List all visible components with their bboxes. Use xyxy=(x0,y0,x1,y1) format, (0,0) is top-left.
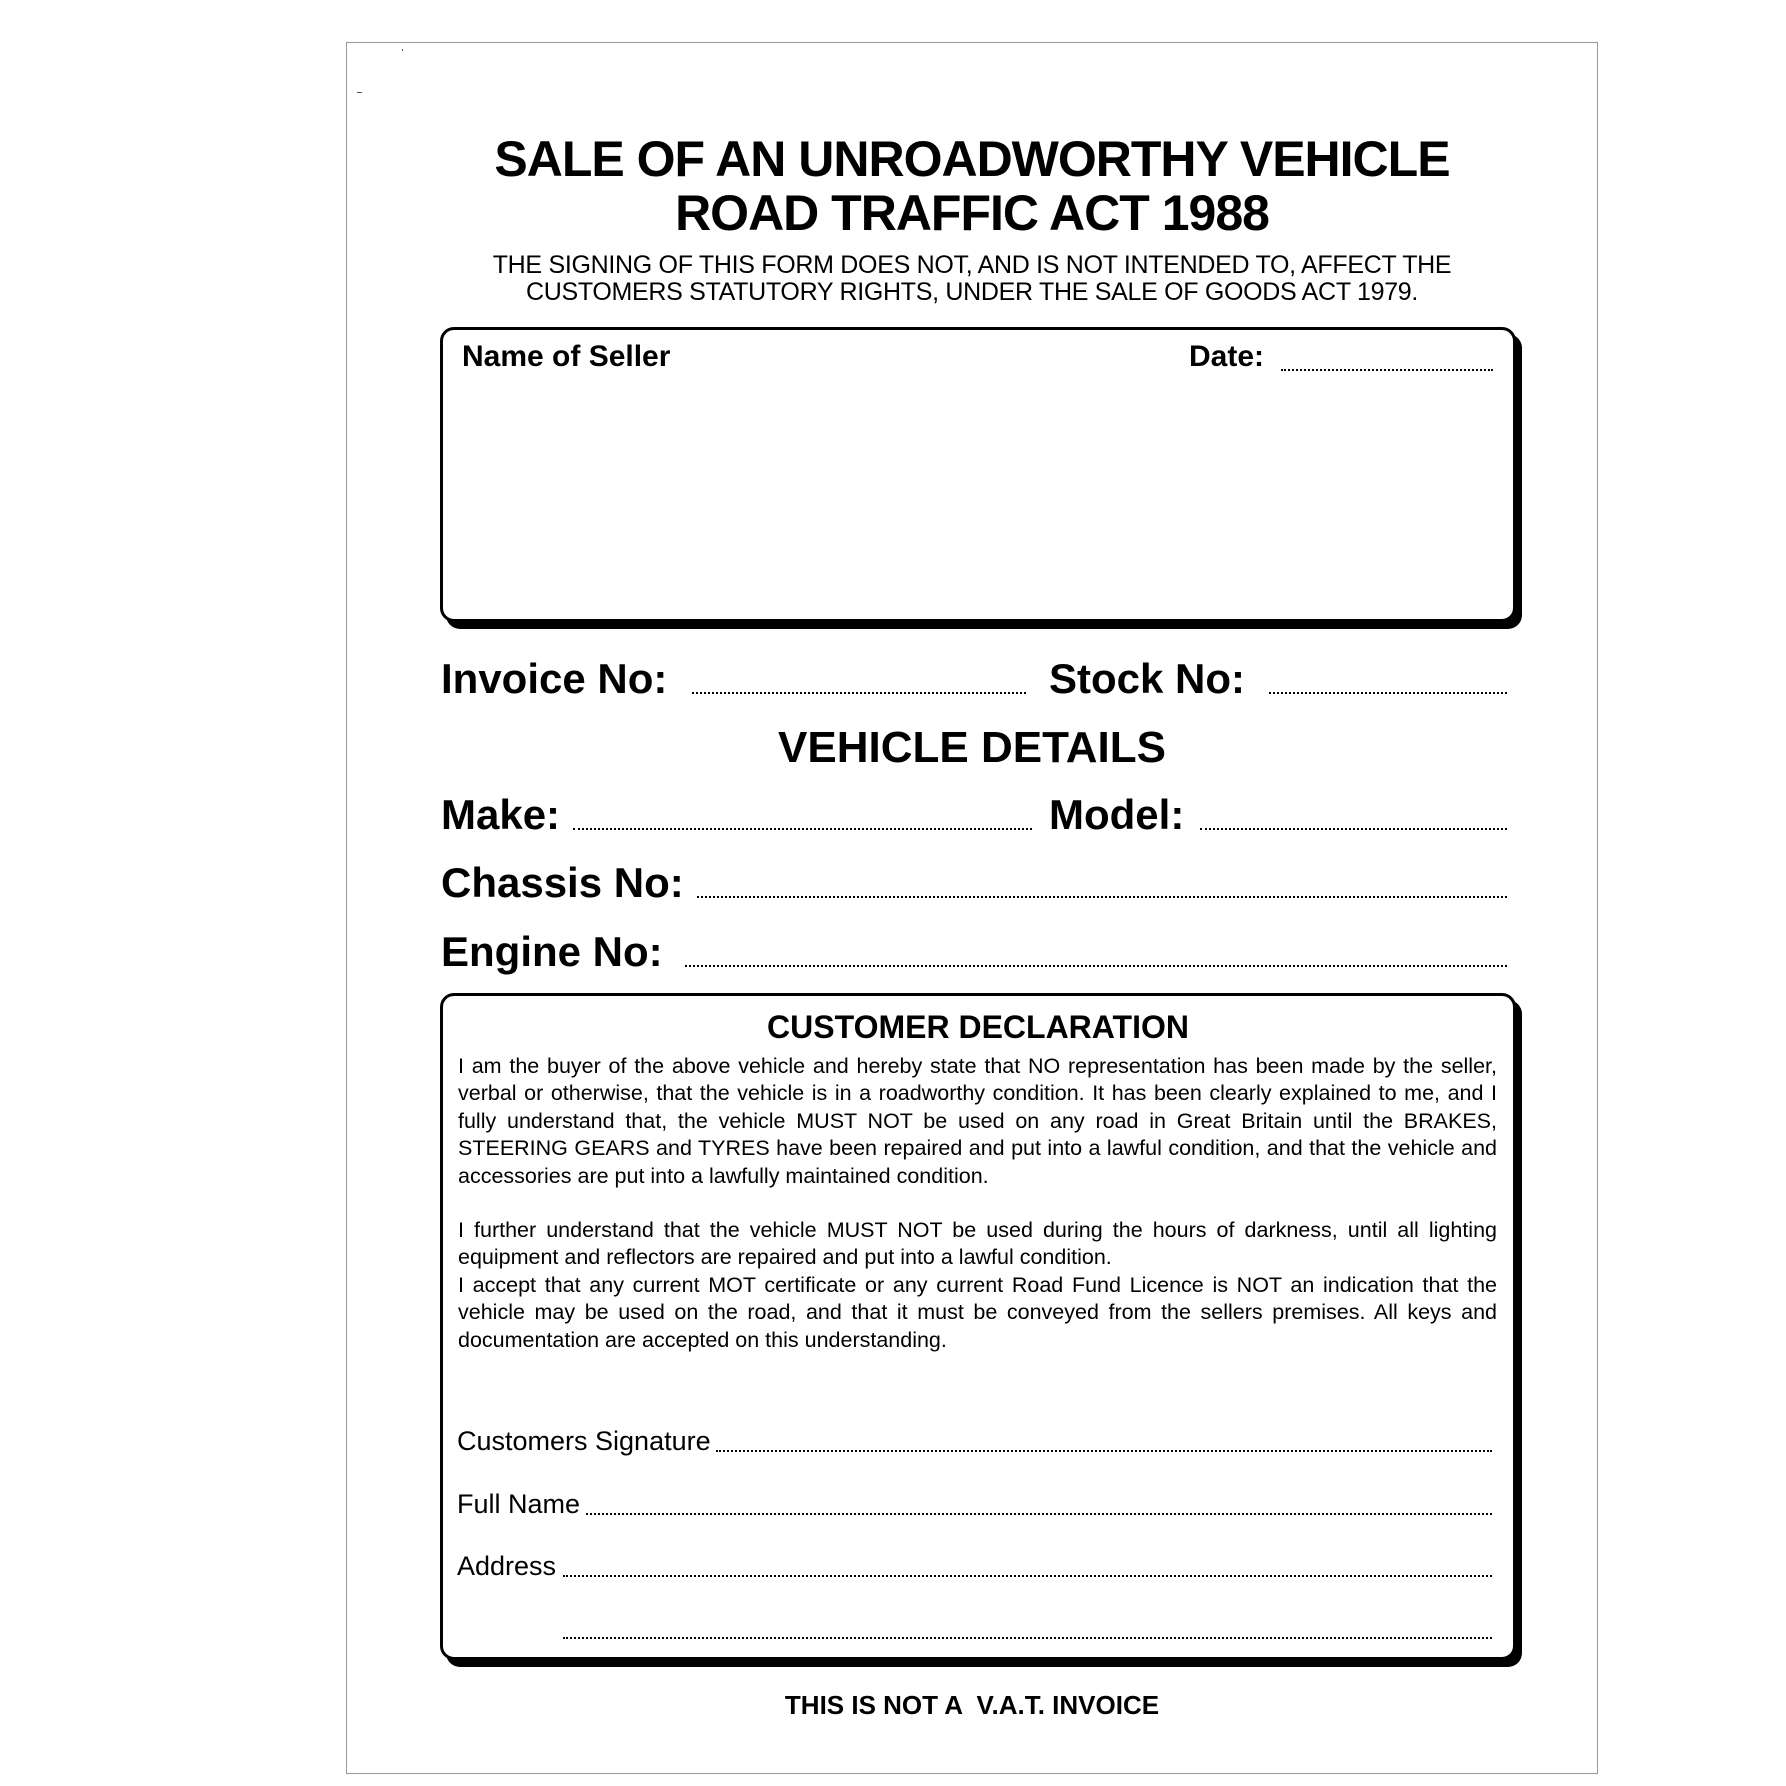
full-name-field[interactable] xyxy=(586,1513,1492,1515)
stock-no-field[interactable] xyxy=(1269,692,1507,694)
address-label: Address xyxy=(457,1551,557,1581)
declaration-paragraph-1: I am the buyer of the above vehicle and hereby state that NO representation has been made by the seller, verbal or otherwise, that the vehicle is in a roadworthy condition. It has been clearly explained to me, and I fully understand that, the vehicle MUST NOT be used on any road in Great Britain until the BRAKES, STEERING GEARS and TYRES have been repaired and put into a lawful condition, and that the vehicle and accessories are put into a lawfully maintained condition. xyxy=(458,1054,1497,1188)
stock-no-label: Stock No: xyxy=(1049,655,1246,702)
customer-declaration-heading: CUSTOMER DECLARATION xyxy=(767,1009,1189,1045)
customers-signature-label: Customers Signature xyxy=(457,1426,711,1456)
chassis-no-label: Chassis No: xyxy=(441,859,684,906)
invoice-no-field[interactable] xyxy=(692,692,1026,694)
make-field[interactable] xyxy=(573,828,1032,830)
declaration-paragraph-3: I accept that any current MOT certificate or any current Road Fund Licence is NOT an indication that the vehicle may be used on the road, and that it must be conveyed from the sellers premises. All keys and documentation are accepted on this understanding. xyxy=(458,1273,1497,1352)
chassis-no-field[interactable] xyxy=(697,896,1507,898)
form-subtitle-act: ROAD TRAFFIC ACT 1988 xyxy=(675,185,1269,241)
date-label: Date: xyxy=(1189,340,1265,373)
name-of-seller-label: Name of Seller xyxy=(462,340,671,373)
customers-signature-field[interactable] xyxy=(716,1450,1492,1452)
engine-no-field[interactable] xyxy=(685,965,1507,967)
date-field[interactable] xyxy=(1281,369,1493,371)
full-name-label: Full Name xyxy=(457,1489,581,1519)
crop-mark xyxy=(357,92,362,93)
make-label: Make: xyxy=(441,791,561,838)
declaration-paragraph-2: I further understand that the vehicle MUST NOT be used during the hours of darkness, until all lighting equipment and reflectors are repaired and put into a lawful condition. xyxy=(458,1218,1497,1270)
form-page xyxy=(346,42,1598,1774)
crop-mark xyxy=(402,49,403,51)
customer-declaration-box xyxy=(440,993,1516,1660)
engine-no-label: Engine No: xyxy=(441,928,663,975)
invoice-no-label: Invoice No: xyxy=(441,655,668,702)
address-field-line-2[interactable] xyxy=(563,1637,1492,1639)
model-field[interactable] xyxy=(1200,828,1507,830)
seller-name-area[interactable] xyxy=(462,385,1494,604)
form-title: SALE OF AN UNROADWORTHY VEHICLE xyxy=(494,131,1450,187)
seller-box xyxy=(440,327,1516,622)
vehicle-details-heading: VEHICLE DETAILS xyxy=(778,723,1166,772)
statutory-notice-line-1: THE SIGNING OF THIS FORM DOES NOT, AND IS NOT INTENDED TO, AFFECT THE xyxy=(492,251,1452,279)
model-label: Model: xyxy=(1049,791,1185,838)
statutory-notice-line-2: CUSTOMERS STATUTORY RIGHTS, UNDER THE SALE OF GOODS ACT 1979. xyxy=(525,278,1419,306)
address-field-line-1[interactable] xyxy=(563,1575,1492,1577)
not-vat-invoice-note: THIS IS NOT A V.A.T. INVOICE xyxy=(784,1690,1160,1720)
